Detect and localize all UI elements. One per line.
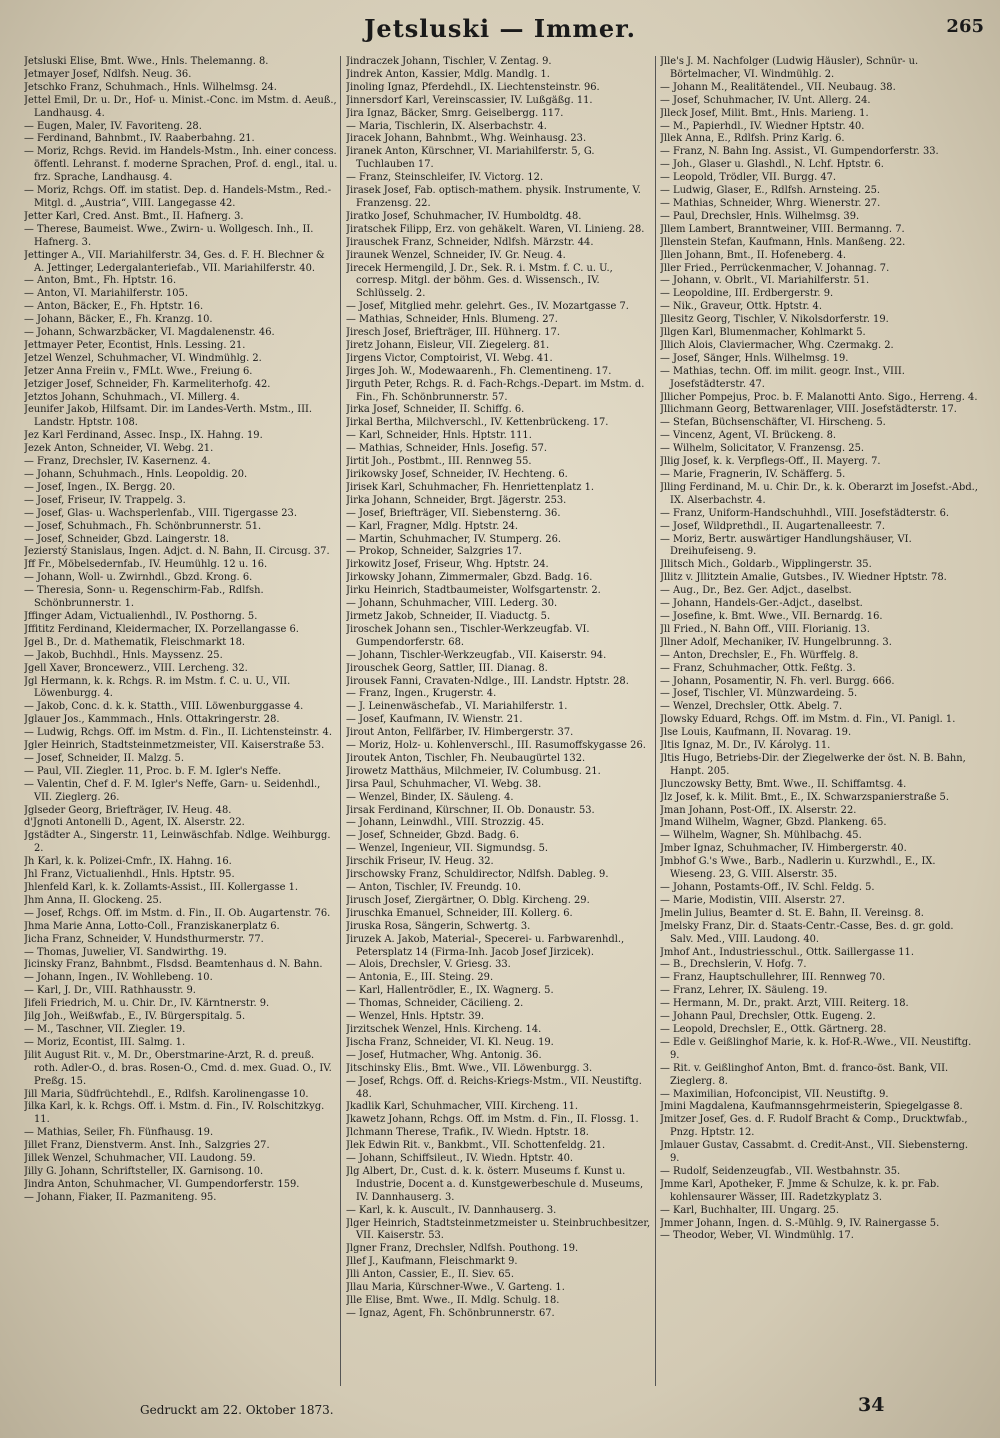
directory-entry: Jirschowsky Franz, Schuldirector, Ndlfsh. Dableg. 9. — [346, 869, 609, 881]
directory-entry: Jgstädter A., Singerstr. 11, Leinwäschfab. Ndlge. Weihburgg. 2. — [24, 830, 331, 855]
directory-entry: — Johann Paul, Drechsler, Ottk. Eugeng. 2. — [660, 1011, 876, 1023]
directory-entry: Jmlauer Gustav, Cassabmt. d. Credit-Anst., VII. Siebensterng. 9. — [660, 1140, 969, 1165]
directory-entry: Jetsluski Elise, Bmt. Wwe., Hnls. Thelemanng. 8. — [24, 56, 269, 67]
directory-entry: — Moriz, Rchgs. Revid. im Handels-Mstm., Inh. einer concess. öffentl. Lehranst. f. moderne Sprachen, Prof. d. engl., ital. u. frz. Sprache, Landhausg. 4. — [24, 146, 338, 184]
directory-entry: Jirges Joh. W., Modewaarenh., Fh. Clementineng. 17. — [346, 365, 612, 377]
directory-entry: — Ignaz, Agent, Fh. Schönbrunnerstr. 67. — [346, 1307, 555, 1319]
directory-entry: — Maximilian, Hofconcipist, VII. Neustiftg. 9. — [660, 1088, 889, 1100]
directory-entry: Jirka Josef, Schneider, II. Schiffg. 6. — [346, 404, 525, 416]
directory-entry: Jinnersdorf Karl, Vereinscassier, IV. Lußgäßg. 11. — [346, 94, 593, 106]
directory-entry: Jlchmann Therese, Trafik., IV. Wiedn. Hptstr. 18. — [346, 1127, 589, 1139]
directory-entry: Jhma Marie Anna, Lotto-Coll., Franziskanerplatz 6. — [24, 920, 280, 932]
directory-entry: — Wilhelm, Wagner, Sh. Mühlbachg. 45. — [660, 830, 862, 842]
directory-entry: Jllen Johann, Bmt., II. Hofeneberg. 4. — [660, 249, 847, 261]
column-divider — [340, 56, 341, 1386]
directory-entry: Jetzel Wenzel, Schuhmacher, VI. Windmühlg. 2. — [24, 352, 262, 364]
directory-entry: Jirousek Fanni, Cravaten-Ndlge., III. Landstr. Hptstr. 28. — [346, 675, 629, 687]
directory-entry: — Alois, Drechsler, V. Griesg. 33. — [346, 959, 511, 971]
directory-entry: Jlle's J. M. Nachfolger (Ludwig Häusler), Schnür- u. Börtelmacher, VI. Windmühlg. 2. — [660, 56, 919, 80]
directory-entry: Jiresch Josef, Briefträger, III. Hühnerg. 17. — [346, 327, 561, 339]
directory-entry: Jicinsky Franz, Bahnbmt., Flsdsd. Beamtenhaus d. N. Bahn. — [24, 959, 323, 971]
directory-entry: Jilka Karl, k. k. Rchgs. Off. i. Mstm. d. Fin., IV. Rolschitzkyg. 11. — [24, 1101, 325, 1126]
directory-entry: Jirusch Josef, Ziergärtner, O. Dblg. Kircheng. 29. — [346, 894, 590, 906]
directory-entry: Jirouschek Georg, Sattler, III. Dianag. 8. — [346, 662, 548, 674]
directory-entry: Jgell Xaver, Broncewerz., VIII. Lercheng. 32. — [24, 662, 248, 674]
directory-entry: Jgel B., Dr. d. Mathematik, Fleischmarkt 18. — [24, 636, 246, 648]
directory-entry: Jlgner Franz, Drechsler, Ndlfsh. Pouthong. 19. — [346, 1243, 579, 1255]
directory-entry: Jhl Franz, Victualienhdl., Hnls. Hptstr. 95. — [24, 869, 235, 881]
directory-entry: Jirku Heinrich, Stadtbaumeister, Wolfsgartenstr. 2. — [346, 585, 601, 597]
directory-entry: Jller Fried., Perrückenmacher, V. Johannag. 7. — [660, 262, 890, 274]
column-1 — [24, 56, 338, 1386]
directory-entry: — Marie, Modistin, VIII. Alserstr. 27. — [660, 894, 846, 906]
directory-entry: Jill Maria, Südfrüchtehdl., E., Rdlfsh. Karolinengasse 10. — [24, 1088, 309, 1100]
directory-entry: Jlunczowsky Betty, Bmt. Wwe., II. Schiffamtsg. 4. — [660, 778, 907, 790]
directory-entry: — M., Papierhdl., IV. Wiedner Hptstr. 40. — [660, 120, 865, 132]
directory-entry: — Karl, J. Dr., VIII. Rathhausstr. 9. — [24, 985, 196, 997]
directory-entry: — Nik., Graveur, Ottk. Hptstr. 4. — [660, 301, 822, 313]
print-date: Gedruckt am 22. Oktober 1873. — [140, 1403, 334, 1417]
directory-entry: Jindrek Anton, Kassier, Mdlg. Mandlg. 1. — [346, 68, 550, 80]
directory-entry: Jmbhof G.'s Wwe., Barb., Nadlerin u. Kurzwhdl., E., IX. Wieseng. 23, G. VIII. Alserstr. 35. — [660, 856, 936, 881]
directory-entry: Jlli Anton, Cassier, E., II. Siev. 65. — [346, 1269, 514, 1281]
directory-entry: Jirauschek Franz, Schneider, Ndlfsh. Märzstr. 44. — [346, 236, 594, 248]
directory-entry: Jirkowitz Josef, Friseur, Whg. Hptstr. 24. — [346, 559, 549, 571]
directory-entry: — M., Taschner, VII. Ziegler. 19. — [24, 1023, 186, 1035]
directory-entry: Jllem Lambert, Branntweiner, VIII. Bermanng. 7. — [660, 223, 905, 235]
directory-entry: Jllgen Karl, Blumenmacher, Kohlmarkt 5. — [660, 327, 866, 339]
directory-entry: Jeunifer Jakob, Hilfsamt. Dir. im Landes-Verth. Mstm., III. Landstr. Hptstr. 108. — [24, 404, 313, 429]
directory-entry: Jllich Alois, Claviermacher, Whg. Czermakg. 2. — [660, 339, 894, 351]
directory-entry: Jiroschek Johann sen., Tischler-Werkzeugfab. VI. Gumpendorferstr. 68. — [346, 623, 590, 648]
directory-entry: Jh Karl, k. k. Polizei-Cmfr., IX. Hahng. 16. — [24, 856, 232, 868]
directory-entry: Jezek Anton, Schneider, VI. Webg. 21. — [24, 443, 214, 455]
directory-entry: — Karl, Buchhalter, III. Ungarg. 25. — [660, 1204, 839, 1216]
directory-entry: — Josefine, k. Bmt. Wwe., VII. Bernardg. 16. — [660, 610, 883, 622]
directory-entry: Jmelsky Franz, Dir. d. Staats-Centr.-Casse, Bes. d. gr. gold. Salv. Med., VIII. Laudong. 40. — [660, 920, 954, 945]
directory-entry: Jltis Ignaz, M. Dr., IV. Károlyg. 11. — [660, 740, 831, 752]
directory-entry: Jirisek Karl, Schuhmacher, Fh. Henriettenplatz 1. — [346, 481, 594, 493]
directory-entry: — Franz, Ingen., Krugerstr. 4. — [346, 688, 497, 700]
directory-entry: Jmhof Ant., Industriesschul., Ottk. Saillergasse 11. — [660, 946, 914, 958]
directory-entry: — Josef, Rchgs. Off. im Mstm. d. Fin., II. Ob. Augartenstr. 76. — [24, 907, 331, 919]
directory-entry: — Ferdinand, Bahnbmt., IV. Raaberbahng. 21. — [24, 133, 255, 145]
directory-entry: — Franz, N. Bahn Ing. Assist., VI. Gumpendorferstr. 33. — [660, 146, 939, 158]
directory-entry: Jirguth Peter, Rchgs. R. d. Fach-Rchgs.-Depart. im Mstm. d. Fin., Fh. Schönbrunnerstr. 57. — [346, 378, 645, 403]
directory-entry: Jllek Anna, E., Rdlfsh. Prinz Karlg. 6. — [660, 133, 845, 145]
page-footer — [0, 1394, 1000, 1424]
directory-entry: Jillet Franz, Dienstverm. Anst. Inh., Salzgries 27. — [24, 1140, 270, 1152]
directory-entry: — Josef, Schneider, Gbzd. Laingerstr. 18. — [24, 533, 230, 545]
directory-entry: — Franz, Schuhmacher, Ottk. Feßtg. 3. — [660, 662, 856, 674]
directory-entry: Jirecek Hermengild, J. Dr., Sek. R. i. Mstm. f. C. u. U., corresp. Mitgl. der böhm. Ges. d. Wissensch., IV. Schlüsselg. 2. — [346, 262, 613, 300]
directory-entry: — Johann, Bäcker, E., Fh. Kranzg. 10. — [24, 314, 213, 326]
directory-entry: Jiracek Johann, Bahnbmt., Whg. Weinhausg. 23. — [346, 133, 587, 145]
directory-entry: Jetziger Josef, Schneider, Fh. Karmeliterhofg. 42. — [24, 378, 271, 390]
directory-entry: — Jakob, Conc. d. k. k. Statth., VIII. Löwenburggasse 4. — [24, 701, 304, 713]
directory-entry: Jetter Karl, Cred. Anst. Bmt., II. Hafnerg. 3. — [24, 210, 244, 222]
directory-entry: — Johann, Postamts-Off., IV. Schl. Feldg. 5. — [660, 882, 875, 893]
directory-entry: — Anton, Bäcker, E., Fh. Hptstr. 16. — [24, 301, 204, 313]
directory-entry: — Franz, Drechsler, IV. Kasernenz. 4. — [24, 456, 211, 468]
directory-entry: — Johann, Ingen., IV. Wohllebeng. 10. — [24, 972, 213, 984]
directory-entry: Jetztos Johann, Schuhmach., VI. Millerg. 4. — [24, 391, 240, 403]
directory-entry: — Mathias, Schneider, Hnls. Blumeng. 27. — [346, 314, 558, 326]
directory-entry: Jltis Hugo, Betriebs-Dir. der Ziegelwerke der öst. N. B. Bahn, Hanpt. 205. — [660, 752, 966, 777]
directory-entry: — Wilhelm, Solicitator, V. Franzensg. 25. — [660, 443, 864, 455]
directory-entry: — Paul, VII. Ziegler. 11, Proc. b. F. M. Igler's Neffe. — [24, 765, 282, 777]
directory-entry: Jlowsky Eduard, Rchgs. Off. im Mstm. d. Fin., VI. Panigl. 1. — [660, 714, 956, 726]
directory-entry: — Johann, Schuhmach., Hnls. Leopoldig. 20. — [24, 469, 248, 480]
directory-entry: Jlse Louis, Kaufmann, II. Novarag. 19. — [660, 727, 852, 739]
directory-entry: — Ludwig, Glaser, E., Rdlfsh. Arnsteing. 25. — [660, 185, 881, 197]
column-3 — [660, 56, 980, 1386]
directory-entry: — Franz, Lehrer, IX. Säuleng. 19. — [660, 985, 828, 997]
directory-entry: — Josef, Kaufmann, IV. Wienstr. 21. — [346, 714, 523, 726]
directory-entry: — Karl, Fragner, Mdlg. Hptstr. 24. — [346, 520, 519, 532]
directory-entry: Jilit August Rit. v., M. Dr., Oberstmarine-Arzt, R. d. preuß. roth. Adler-O., d. bras. Rosen-O., Cmd. d. mex. Guad. O., IV. Preßg. 15. — [24, 1049, 332, 1087]
directory-entry: Jirgens Victor, Comptoirist, VI. Webg. 41. — [346, 352, 553, 364]
directory-entry: — Moriz, Econtist, III. Salmg. 1. — [24, 1036, 186, 1048]
directory-entry: Jirmetz Jakob, Schneider, II. Viaductg. 5. — [346, 610, 551, 622]
directory-entry: Jirka Johann, Schneider, Brgt. Jägerstr. 253. — [346, 494, 567, 506]
directory-entry: Jhlenfeld Karl, k. k. Zollamts-Assist., III. Kollergasse 1. — [24, 882, 299, 893]
directory-entry: — Joh., Glaser u. Glashdl., N. Lchf. Hptstr. 6. — [660, 159, 884, 171]
directory-entry: — Franz, Hauptschullehrer, III. Rennweg 70. — [660, 972, 886, 984]
directory-entry: Jirkowsky Johann, Zimmermaler, Gbzd. Badg. 16. — [346, 572, 593, 584]
directory-entry: Jlleck Josef, Milit. Bmt., Hnls. Marieng. 1. — [660, 107, 869, 119]
directory-entry: Jischa Franz, Schneider, VI. Kl. Neug. 19. — [346, 1036, 554, 1048]
directory-entry: — Wenzel, Binder, IX. Säuleng. 4. — [346, 791, 514, 803]
directory-entry: Jmini Magdalena, Kaufmannsgehrmeisterin, Spiegelgasse 8. — [660, 1101, 963, 1113]
directory-entry: Jmme Karl, Apotheker, F. Jmme & Schulze, k. k. pr. Fab. kohlensaurer Wässer, III. Radetzkyplatz 3. — [660, 1178, 940, 1203]
directory-entry: — Josef, Briefträger, VII. Siebensterng. 36. — [346, 507, 561, 519]
directory-entry: Jmand Wilhelm, Wagner, Gbzd. Plankeng. 65. — [660, 817, 887, 829]
directory-entry: — Anton, Tischler, IV. Freundg. 10. — [346, 882, 522, 893]
page-header — [0, 10, 1000, 50]
directory-entry: — Johann, Woll- u. Zwirnhdl., Gbzd. Krong. 6. — [24, 572, 253, 584]
directory-entry: — Mathias, techn. Off. im milit. geogr. Inst., VIII. Josefstädterstr. 47. — [660, 365, 905, 390]
directory-entry: — Wenzel, Drechsler, Ottk. Abelg. 7. — [660, 701, 843, 713]
directory-entry: Jffinger Adam, Victualienhdl., IV. Posthorng. 5. — [24, 610, 258, 622]
directory-entry: — Valentin, Chef d. F. M. Igler's Neffe, Garn- u. Seidenhdl., VII. Zieglerg. 26. — [24, 778, 321, 803]
directory-entry: — Josef, Glas- u. Wachsperlenfab., VIII. Tigergasse 23. — [24, 507, 297, 519]
directory-entry: — Anton, Bmt., Fh. Hptstr. 16. — [24, 275, 177, 287]
directory-entry: — Theresia, Sonn- u. Regenschirm-Fab., Rdlfsh. Schönbrunnerstr. 1. — [24, 585, 264, 610]
directory-entry: — B., Drechslerin, V. Hofg. 7. — [660, 959, 807, 971]
directory-entry: — Josef, Schneider, II. Malzg. 5. — [24, 752, 184, 764]
directory-entry: — Paul, Drechsler, Hnls. Wilhelmsg. 39. — [660, 210, 860, 222]
directory-entry: — Antonia, E., III. Steing. 29. — [346, 972, 494, 984]
directory-entry: Jiruska Rosa, Sängerin, Schwertg. 3. — [346, 920, 531, 932]
directory-entry: Jifeli Friedrich, M. u. Chir. Dr., IV. Kärntnerstr. 9. — [24, 998, 270, 1010]
directory-entry: Jllef J., Kaufmann, Fleischmarkt 9. — [346, 1256, 518, 1268]
directory-entry: — Therese, Baumeist. Wwe., Zwirn- u. Wollgesch. Inh., II. Hafnerg. 3. — [24, 223, 314, 248]
sheet-signature: 34 — [858, 1394, 885, 1416]
directory-entry: — Josef, Schneider, Gbzd. Badg. 6. — [346, 830, 520, 842]
directory-entry: Jinoling Ignaz, Pferdehdl., IX. Liechtensteinstr. 96. — [346, 81, 600, 93]
directory-entry: Jira Ignaz, Bäcker, Smrg. Geiselbergg. 117. — [346, 107, 564, 119]
directory-entry: — Marie, Fragnerin, IV. Schäfferg. 5. — [660, 469, 846, 480]
directory-entry: Jitschinsky Elis., Bmt. Wwe., VII. Löwenburgg. 3. — [346, 1062, 593, 1074]
directory-entry: — Thomas, Schneider, Cäcilieng. 2. — [346, 998, 524, 1010]
directory-entry: — Hermann, M. Dr., prakt. Arzt, VIII. Reiterg. 18. — [660, 998, 909, 1010]
directory-entry: — Josef, Wildprethdl., II. Augartenalleestr. 7. — [660, 520, 886, 532]
directory-entry: Jiranek Anton, Kürschner, VI. Mariahilferstr. 5, G. Tuchlauben 17. — [346, 146, 595, 171]
directory-entry: Jirsak Ferdinand, Kürschner, II. Ob. Donaustr. 53. — [346, 804, 595, 816]
directory-entry: Jillek Wenzel, Schuhmacher, VII. Laudong. 59. — [24, 1153, 256, 1165]
directory-entry: Jirschik Friseur, IV. Heug. 32. — [346, 856, 494, 868]
directory-entry: — Rudolf, Seidenzeugfab., VII. Westbahnstr. 35. — [660, 1165, 901, 1177]
directory-entry: — Rit. v. Geißlinghof Anton, Bmt. d. franco-öst. Bank, VII. Zieglerg. 8. — [660, 1062, 949, 1087]
directory-entry: Jiretz Johann, Eisleur, VII. Ziegelerg. 81. — [346, 339, 550, 351]
directory-entry: Jllau Maria, Kürschner-Wwe., V. Garteng. 1. — [346, 1282, 565, 1294]
directory-entry: — Johann, Schwarzbäcker, VI. Magdalenenstr. 46. — [24, 327, 275, 339]
directory-entry: Jirowetz Matthäus, Milchmeier, IV. Columbusg. 21. — [346, 765, 601, 777]
directory-entry: Jll Fried., N. Bahn Off., VIII. Florianig. 13. — [660, 623, 870, 635]
directory-entry: Jllichmann Georg, Bettwarenlager, VIII. Josefstädterstr. 17. — [660, 404, 957, 416]
directory-entry: — Karl, Hallentrödler, E., IX. Wagnerg. 5. — [346, 985, 554, 997]
directory-entry: — Mathias, Schneider, Whrg. Wienerstr. 27. — [660, 197, 881, 209]
directory-entry: — Prokop, Schneider, Salzgries 17. — [346, 546, 522, 558]
page-number: 265 — [946, 16, 984, 37]
directory-entry: — Moriz, Bertr. auswärtiger Handlungshäuser, VI. Dreihufeiseng. 9. — [660, 533, 912, 558]
directory-entry: Jez Karl Ferdinand, Assec. Insp., IX. Hahng. 19. — [24, 430, 263, 442]
directory-entry: — Eugen, Maler, IV. Favoriteng. 28. — [24, 120, 202, 132]
directory-entry: — J. Leinenwäschefab., VI. Mariahilferstr. 1. — [346, 701, 568, 713]
directory-entry: Jlz Josef, k. k. Milit. Bmt., E., IX. Schwarzspanierstraße 5. — [660, 791, 949, 803]
directory-entry: Jmber Ignaz, Schuhmacher, IV. Himbergerstr. 40. — [660, 843, 907, 855]
directory-entry: — Karl, Schneider, Hnls. Hptstr. 111. — [346, 430, 532, 442]
directory-entry: — Franz, Steinschleifer, IV. Victorg. 12. — [346, 172, 544, 184]
directory-entry: Jettmayer Peter, Econtist, Hnls. Lessing. 21. — [24, 339, 246, 351]
directory-entry: — Jakob, Buchhdl., Hnls. Mayssenz. 25. — [24, 649, 223, 661]
directory-entry: — Josef, Schuhmach., Fh. Schönbrunnerstr. 51. — [24, 520, 262, 532]
directory-entry: — Anton, Drechsler, E., Fh. Würffelg. 8. — [660, 649, 859, 661]
directory-entry: — Maria, Tischlerin, IX. Alserbachstr. 4. — [346, 120, 547, 132]
directory-entry: Jirtit Joh., Postbmt., III. Rennweg 55. — [346, 456, 532, 468]
directory-entry: Jiruzek A. Jakob, Material-, Specerei- u. Farbwarenhdl., Petersplatz 14 (Firma-Inh. Jacob Josef Jirzicek). — [346, 933, 625, 958]
directory-entry: Jkawetz Johann, Rchgs. Off. im Mstm. d. Fin., II. Flossg. 1. — [346, 1114, 639, 1126]
directory-entry: — Leopold, Drechsler, E., Ottk. Gärtnerg. 28. — [660, 1023, 887, 1035]
directory-entry: — Edle v. Geißlinghof Marie, k. k. Hof-R.-Wwe., VII. Neustiftg. 9. — [660, 1036, 972, 1061]
directory-entry: — Martin, Schuhmacher, IV. Stumperg. 26. — [346, 533, 561, 545]
directory-entry: Jmelin Julius, Beamter d. St. E. Bahn, II. Vereinsg. 8. — [660, 907, 924, 919]
directory-entry: Jettel Emil, Dr. u. Dr., Hof- u. Minist.-Conc. im Mstm. d. Aeuß., Landhausg. 4. — [24, 94, 337, 119]
directory-entry: Jezierstý Stanislaus, Ingen. Adjct. d. N. Bahn, II. Circusg. 37. — [24, 546, 330, 558]
directory-entry: — Vincenz, Agent, VI. Brückeng. 8. — [660, 430, 836, 442]
directory-entry: Jirasek Josef, Fab. optisch-mathem. physik. Instrumente, V. Franzensg. 22. — [346, 185, 641, 209]
directory-entry: Jetzer Anna Freiin v., FMLt. Wwe., Freiung 6. — [24, 365, 253, 377]
directory-entry: Jindra Anton, Schuhmacher, VI. Gumpendorferstr. 159. — [24, 1178, 300, 1190]
directory-entry: Jiratschek Filipp, Erz. von gehäkelt. Waren, VI. Linieng. 28. — [346, 223, 645, 235]
directory-entry: Jirout Anton, Fellfärber, IV. Himbergerstr. 37. — [346, 727, 574, 739]
directory-entry: d'Jgnoti Antonelli D., Agent, IX. Alserstr. 22. — [24, 817, 245, 829]
directory-entry: — Karl, k. k. Auscult., IV. Dannhauserg. 3. — [346, 1204, 557, 1216]
directory-entry: Jllner Adolf, Mechaniker, IV. Hungelbrunng. 3. — [660, 636, 892, 648]
directory-entry: — Theodor, Weber, VI. Windmühlg. 17. — [660, 1230, 854, 1242]
directory-entry: Jgl Hermann, k. k. Rchgs. R. im Mstm. f. C. u. U., VII. Löwenburgg. 4. — [24, 675, 291, 700]
directory-entry: — Johann, v. Obrlt., VI. Mariahilferstr. 51. — [660, 275, 870, 287]
directory-entry: Jlg Albert, Dr., Cust. d. k. k. österr. Museums f. Kunst u. Industrie, Docent a. d. Kunstgewerbeschule d. Museums, IV. Dannhauserg. 3. — [346, 1165, 644, 1203]
directory-entry: Jilly G. Johann, Schriftsteller, IX. Garnisong. 10. — [24, 1165, 264, 1177]
column-2 — [346, 56, 652, 1386]
directory-entry: Jman Johann, Post-Off., IX. Alserstr. 22. — [660, 804, 857, 816]
directory-entry: — Franz, Uniform-Handschuhhdl., VIII. Josefstädterstr. 6. — [660, 507, 950, 519]
directory-entry: Jff Fr., Möbelsedernfab., IV. Heumühlg. 12 u. 16. — [24, 559, 268, 571]
directory-entry: Jmmer Johann, Ingen. d. S.-Mühlg. 9, IV. Rainergasse 5. — [660, 1217, 940, 1229]
directory-entry: Jilg Joh., Weißwfab., E., IV. Bürgerspitalg. 5. — [24, 1011, 246, 1023]
directory-entry: — Johann, Schiffsileut., IV. Wiedn. Hptstr. 40. — [346, 1153, 574, 1165]
directory-entry: Jirkal Bertha, Milchverschl., IV. Kettenbrückeng. 17. — [346, 417, 609, 429]
directory-entry: Jiroutek Anton, Tischler, Fh. Neubaugürtel 132. — [346, 752, 586, 764]
directory-entry: — Wenzel, Ingenieur, VII. Sigmundsg. 5. — [346, 843, 549, 855]
directory-entry: — Josef, Schuhmacher, IV. Unt. Allerg. 24. — [660, 94, 871, 106]
directory-entry: Jirikowsky Josef, Schneider, IV. Hechteng. 6. — [346, 469, 568, 480]
directory-entry: Jlle Elise, Bmt. Wwe., II. Mdlg. Schulg. 18. — [346, 1295, 560, 1306]
directory-entry: — Josef, Hutmacher, Whg. Antonig. 36. — [346, 1049, 542, 1061]
directory-entry: Jllicher Pompejus, Proc. b. F. Malanotti Anto. Sigo., Herreng. 4. — [660, 391, 978, 403]
directory-entry: Jetschko Franz, Schuhmach., Hnls. Wilhelmsg. 24. — [24, 81, 277, 93]
directory-entry: — Johann, Handels-Ger.-Adjct., daselbst. — [660, 598, 863, 610]
directory-entry: Jlger Heinrich, Stadtsteinmetzmeister u. Steinbruchbesitzer, VII. Kaiserstr. 53. — [346, 1217, 651, 1242]
directory-entry: — Johann, Schuhmacher, VIII. Lederg. 30. — [346, 598, 558, 610]
directory-entry: Jllesitz Georg, Tischler, V. Nikolsdorferstr. 19. — [660, 314, 889, 326]
directory-entry: — Mathias, Schneider, Hnls. Josefig. 57. — [346, 443, 548, 455]
directory-entry: Jffititz Ferdinand, Kleidermacher, IX. Porzellangasse 6. — [24, 623, 299, 635]
directory-entry: — Moriz, Rchgs. Off. im statist. Dep. d. Handels-Mstm., Red.-Mitgl. d. „Austria“, VIII. Langegasse 42. — [24, 185, 332, 209]
directory-entry: — Johann, Tischler-Werkzeugfab., VII. Kaiserstr. 94. — [346, 649, 607, 661]
directory-entry: — Josef, Rchgs. Off. d. Reichs-Kriegs-Mstm., VII. Neustiftg. 48. — [346, 1075, 642, 1100]
directory-entry: Jetmayer Josef, Ndlfsh. Neug. 36. — [24, 68, 192, 80]
directory-entry: — Anton, VI. Mariahilferstr. 105. — [24, 288, 188, 300]
directory-entry: Jicha Franz, Schneider, V. Hundsthurmerstr. 77. — [24, 933, 264, 945]
directory-entry: — Josef, Mitglied mehr. gelehrt. Ges., IV. Mozartgasse 7. — [346, 301, 629, 313]
directory-entry: Jettinger A., VII. Mariahilferstr. 34, Ges. d. F. H. Blechner & A. Jettinger, Ledergalanteriefab., VII. Mariahilferstr. 40. — [24, 249, 325, 274]
directory-entry: — Stefan, Büchsenschäfter, VI. Hirscheng. 5. — [660, 417, 886, 429]
directory-entry: Jlek Edwin Rit. v., Bankbmt., VII. Schottenfeldg. 21. — [346, 1140, 606, 1152]
directory-entry: Jllitsch Mich., Goldarb., Wipplingerstr. 35. — [660, 559, 872, 571]
directory-entry: — Josef, Ingen., IX. Bergg. 20. — [24, 481, 176, 493]
directory-entry: Jirzitschek Wenzel, Hnls. Kircheng. 14. — [346, 1023, 542, 1035]
page-title: Jetsluski — Immer. — [364, 14, 636, 43]
directory-entry: — Johann, Leinwdhl., VIII. Strozzig. 45. — [346, 817, 545, 829]
directory-entry: — Leopold, Trödler, VII. Burgg. 47. — [660, 172, 837, 184]
column-divider — [655, 56, 656, 1386]
directory-entry: Jllenstein Stefan, Kaufmann, Hnls. Manßeng. 22. — [660, 236, 906, 248]
directory-entry: Jlling Ferdinand, M. u. Chir. Dr., k. k. Oberarzt im Josefst.-Abd., IX. Alserbachstr. 4. — [660, 481, 978, 506]
directory-entry: Jmitzer Josef, Ges. d. F. Rudolf Bracht & Comp., Drucktwfab., Pnzg. Hptstr. 12. — [660, 1114, 968, 1139]
directory-entry: Jglseder Georg, Briefträger, IV. Heug. 48. — [24, 804, 232, 816]
directory-entry: — Wenzel, Hnls. Hptstr. 39. — [346, 1011, 485, 1023]
directory-entry: Jllig Josef, k. k. Verpflegs-Off., II. Mayerg. 7. — [660, 456, 881, 468]
directory-entry: Jiraunek Wenzel, Schneider, IV. Gr. Neug. 4. — [346, 249, 566, 261]
directory-entry: Jkadlik Karl, Schuhmacher, VIII. Kircheng. 11. — [346, 1101, 579, 1113]
directory-entry: Jglauer Jos., Kammmach., Hnls. Ottakringerstr. 28. — [24, 714, 280, 726]
directory-entry: — Leopoldine, III. Erdbergerstr. 9. — [660, 288, 834, 300]
directory-entry: — Josef, Tischler, VI. Münzwardeing. 5. — [660, 688, 858, 700]
directory-entry: Jllitz v. Jllitztein Amalie, Gutsbes., IV. Wiedner Hptstr. 78. — [660, 572, 947, 584]
directory-entry: Jiratko Josef, Schuhmacher, IV. Humboldtg. 48. — [346, 210, 582, 222]
directory-entry: — Ludwig, Rchgs. Off. im Mstm. d. Fin., II. Lichtensteinstr. 4. — [24, 727, 332, 739]
directory-entry: Jirsa Paul, Schuhmacher, VI. Webg. 38. — [346, 778, 542, 790]
directory-entry: Jiruschka Emanuel, Schneider, III. Kollerg. 6. — [346, 907, 573, 919]
directory-entry: — Johann M., Realitätendel., VII. Neubaug. 38. — [660, 81, 896, 93]
directory-entry: — Josef, Sänger, Hnls. Wilhelmsg. 19. — [660, 352, 849, 364]
directory-entry: — Josef, Friseur, IV. Trappelg. 3. — [24, 494, 186, 506]
directory-entry: — Aug., Dr., Bez. Ger. Adjct., daselbst. — [660, 585, 852, 597]
directory-entry: — Johann, Posamentir, N. Fh. verl. Burgg. 666. — [660, 675, 895, 687]
directory-entry: Jindraczek Johann, Tischler, V. Zentag. 9. — [346, 56, 552, 67]
directory-entry: — Moriz, Holz- u. Kohlenverschl., III. Rasumoffskygasse 26. — [346, 740, 646, 752]
directory-entry: — Johann, Fiaker, II. Pazmaniteng. 95. — [24, 1191, 217, 1203]
directory-entry: — Thomas, Juwelier, VI. Sandwirthg. 19. — [24, 946, 227, 958]
directory-entry: Jhm Anna, II. Glockeng. 25. — [24, 894, 162, 906]
directory-entry: — Mathias, Seiler, Fh. Fünfhausg. 19. — [24, 1127, 214, 1139]
directory-entry: Jgler Heinrich, Stadtsteinmetzmeister, VII. Kaiserstraße 53. — [24, 740, 325, 752]
